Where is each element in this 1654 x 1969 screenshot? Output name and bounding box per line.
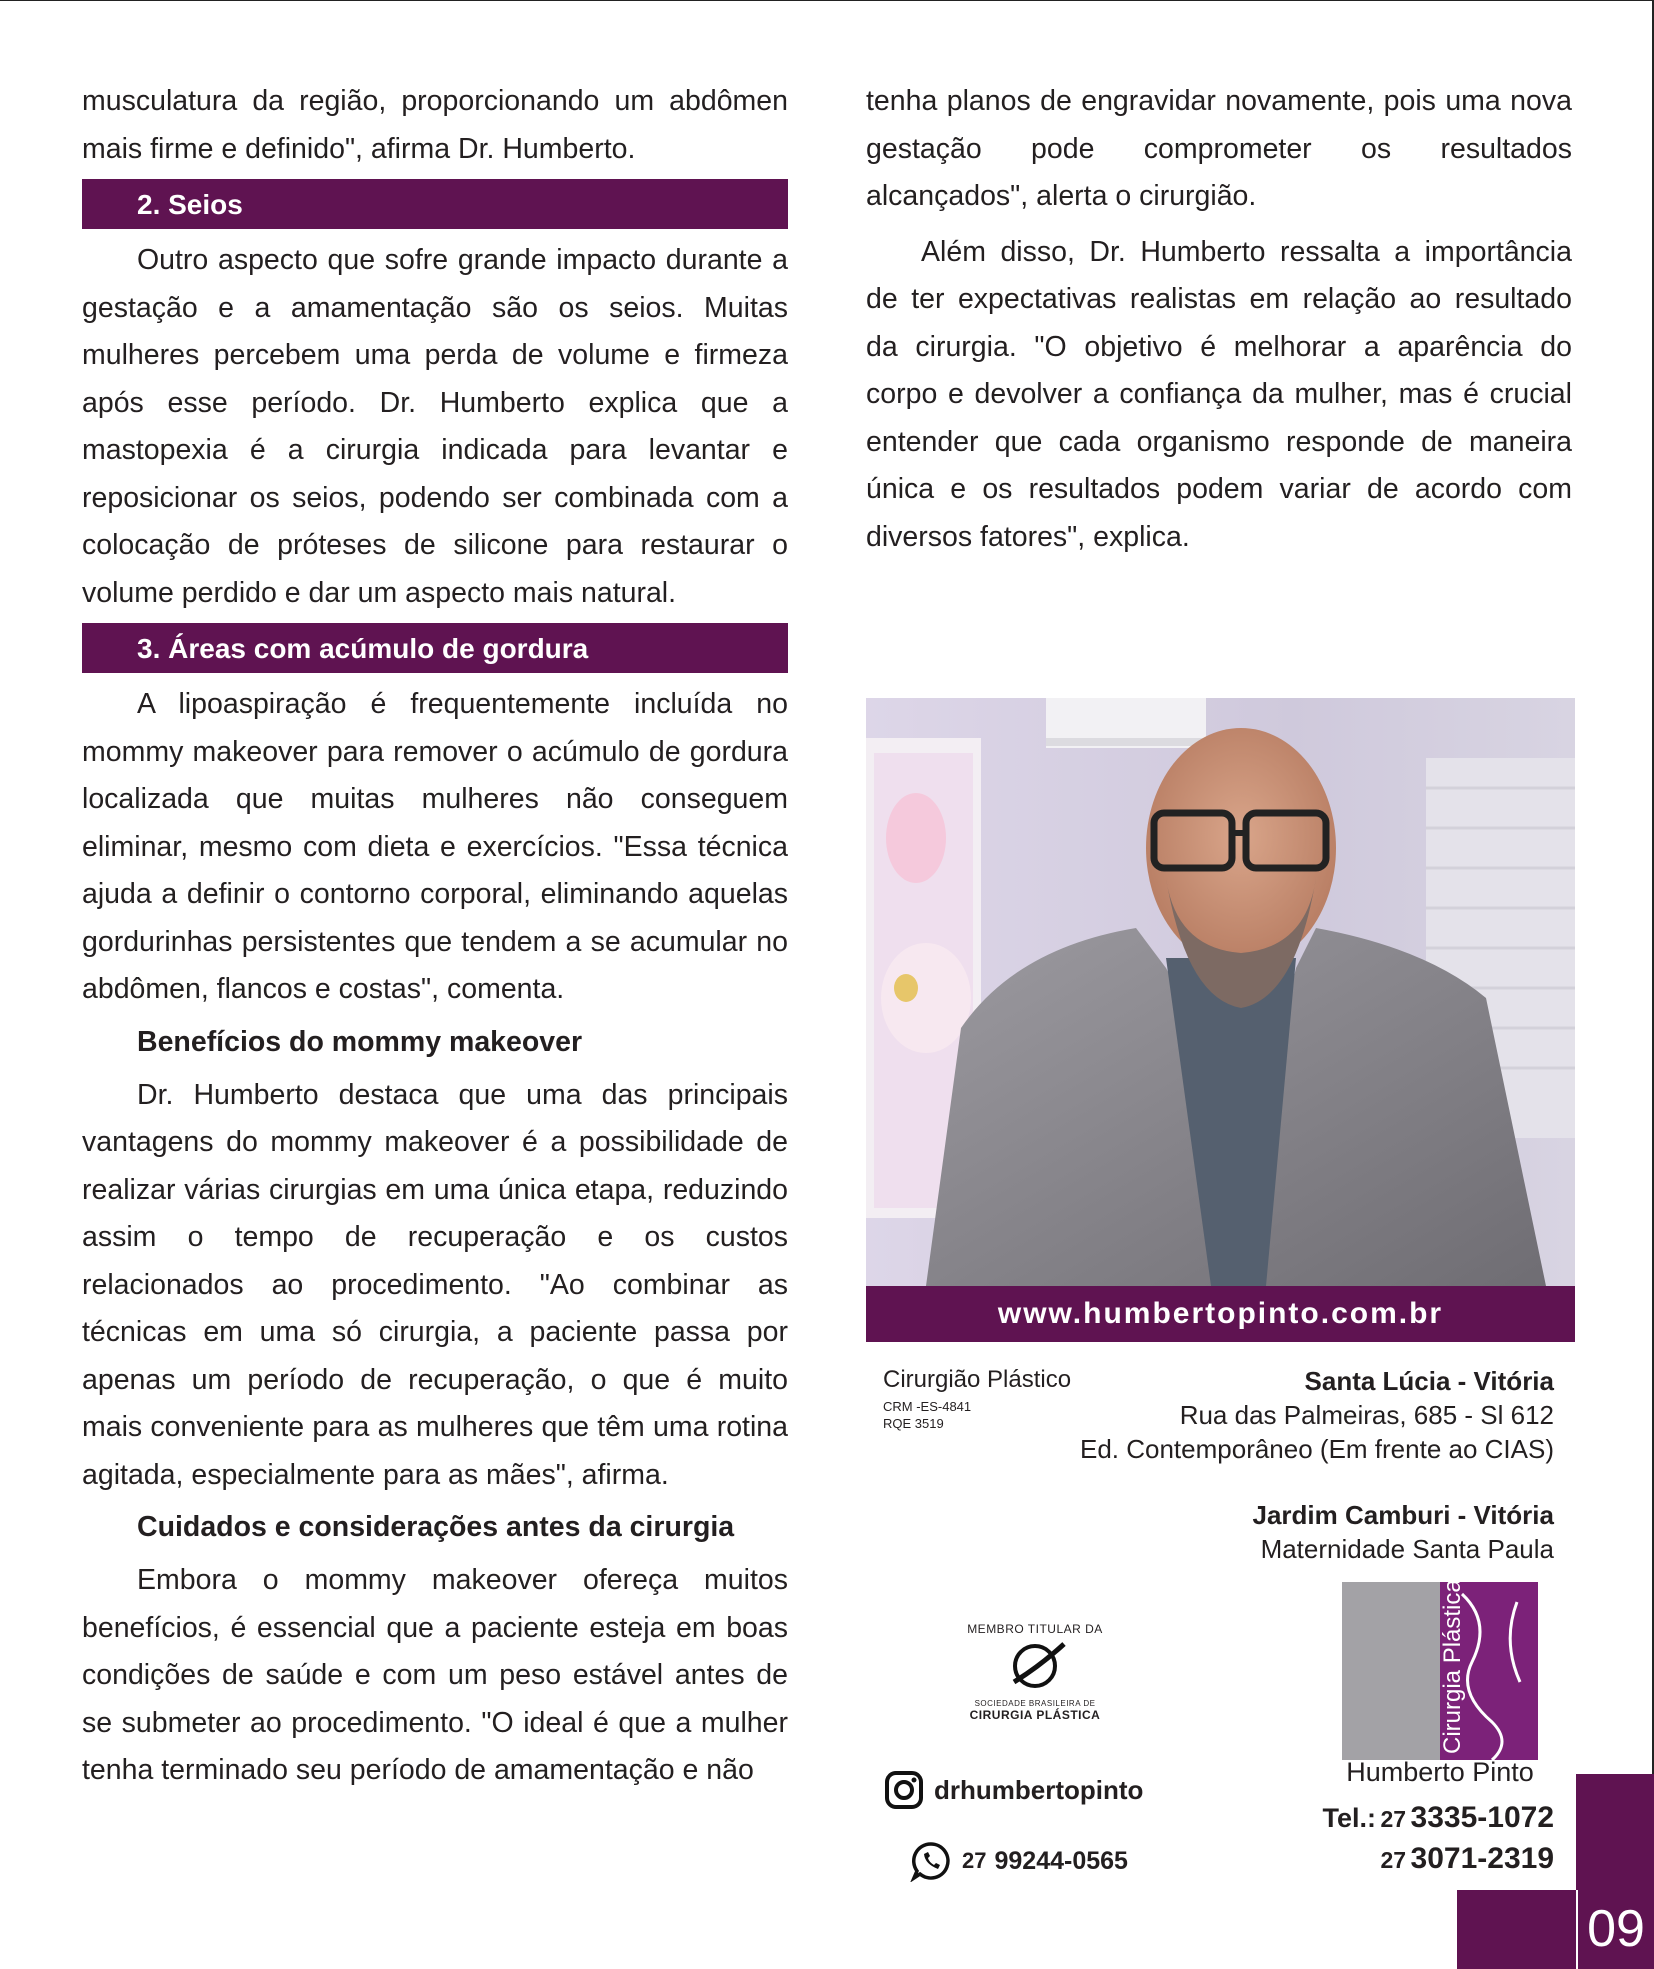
whatsapp-number: 99244-0565 [994, 1846, 1128, 1875]
tel-number: 3335-1072 [1410, 1801, 1554, 1834]
sbcp-membership-badge [960, 1622, 1110, 1722]
paragraph: Dr. Humberto destaca que uma das principais vantagens do mommy makeover é a possibilidade de realizar várias cirurgias em uma única etapa, reduzindo assim o tempo de recuperação e os custos relacionados ao procedimento. "Ao combinar as técnicas em uma só cirurgia, a paciente passa por apenas um período de recuperação, o que é muito mais conveniente para as mulheres que têm uma rotina agitada, especialmente para as mães", afirma. [82, 1078, 788, 1491]
registration-numbers [883, 1398, 971, 1432]
sbcp-name: CIRURGIA PLÁSTICA [969, 1708, 1101, 1722]
paragraph: tenha planos de engravidar novamente, pois uma nova gestação pode comprometer os resultados alcançados", alerta o cirurgião. [866, 85, 1572, 212]
paragraph: A lipoaspiração é frequentemente incluída no mommy makeover para remover o acúmulo de gordura localizada que muitas mulheres não conseguem eliminar, mesmo com dieta e exercícios. "Essa técnica ajuda a definir o contorno corporal, eliminando aquelas gordurinhas persistentes que tendem a se acumular no abdômen, flancos e costas", comenta. [82, 688, 788, 1005]
tel-number: 3071-2319 [1410, 1842, 1554, 1875]
instagram-contact[interactable] [884, 1770, 1143, 1810]
crm-number: CRM -ES-4841 [883, 1399, 972, 1414]
section-heading-seios: 2. Seios [82, 179, 788, 229]
website-url[interactable]: www.humbertopinto.com.br [866, 1286, 1575, 1342]
right-column [866, 78, 1572, 561]
corner-decoration [1457, 1890, 1576, 1969]
section-heading-gordura: 3. Áreas com acúmulo de gordura [82, 623, 788, 673]
sbcp-society: SOCIEDADE BRASILEIRA DE [974, 1699, 1096, 1708]
address-line: Rua das Palmeiras, 685 - Sl 612 [1179, 1400, 1554, 1430]
tel-label: Tel.: [1322, 1803, 1377, 1833]
left-column [82, 78, 788, 1795]
logo-vertical-text: Cirurgia Plástica [1439, 1582, 1466, 1754]
rqe-number: RQE 3519 [883, 1416, 944, 1431]
whatsapp-ddd: 27 [962, 1848, 987, 1873]
paragraph: Embora o mommy makeover ofereça muitos benefícios, é essencial que a paciente esteja em boas condições de saúde e com um peso estável antes de se submeter ao procedimento. "O ideal é que a mulher tenha terminado seu período de amamentação e não [82, 1564, 788, 1786]
address-line: Maternidade Santa Paula [1260, 1534, 1554, 1564]
whatsapp-contact[interactable] [910, 1840, 1128, 1882]
paragraph: musculatura da região, proporcionando um abdômen mais firme e definido", afirma Dr. Humberto. [82, 85, 788, 165]
whatsapp-icon [910, 1840, 952, 1882]
phone-line-2 [1323, 1841, 1554, 1882]
instagram-handle: drhumbertopinto [934, 1774, 1144, 1805]
tel-ddd: 27 [1380, 1806, 1407, 1832]
subheading-cuidados: Cuidados e considerações antes da cirurgia [137, 1511, 735, 1543]
doctor-photo [866, 698, 1575, 1286]
page-border-top [0, 0, 1652, 1]
phone-numbers[interactable] [1323, 1800, 1554, 1882]
address-line: Ed. Contemporâneo (Em frente ao CIAS) [1079, 1434, 1554, 1464]
paragraph: Além disso, Dr. Humberto ressalta a importância de ter expectativas realistas em relação ao resultado da cirurgia. "O objetivo é melhorar a aparência do corpo e devolver a confiança da mulher, mas é crucial entender que cada organismo responde de maneira única e os resultados podem variar de acordo com diversos fatores", explica. [866, 235, 1572, 553]
subheading-beneficios: Benefícios do mommy makeover [137, 1025, 583, 1058]
page-number: 09 [1576, 1890, 1654, 1969]
phone-line-1 [1323, 1800, 1554, 1841]
tel-ddd: 27 [1380, 1847, 1407, 1873]
instagram-icon [884, 1770, 924, 1810]
address-jardim-camburi [1253, 1498, 1555, 1566]
address-title: Jardim Camburi - Vitória [1252, 1500, 1554, 1530]
doctor-title: Cirurgião Plástico [883, 1366, 1072, 1393]
address-santa-lucia [1080, 1364, 1554, 1466]
logo-name: Humberto Pinto [1346, 1757, 1534, 1787]
humberto-pinto-logo [1342, 1582, 1538, 1760]
sbcp-label: MEMBRO TITULAR DA [967, 1622, 1103, 1636]
sbcp-logo-icon [1000, 1636, 1070, 1692]
address-title: Santa Lúcia - Vitória [1304, 1366, 1554, 1396]
paragraph: Outro aspecto que sofre grande impacto durante a gestação e a amamentação são os seios. Muitas mulheres percebem uma perda de volume e firmeza após esse período. Dr. Humberto explica que a mastopexia é a cirurgia indicada para levantar e reposicionar os seios, podendo ser combinada com a colocação de próteses de silicone para restaurar o volume perdido e dar um aspecto mais natural. [82, 244, 788, 609]
